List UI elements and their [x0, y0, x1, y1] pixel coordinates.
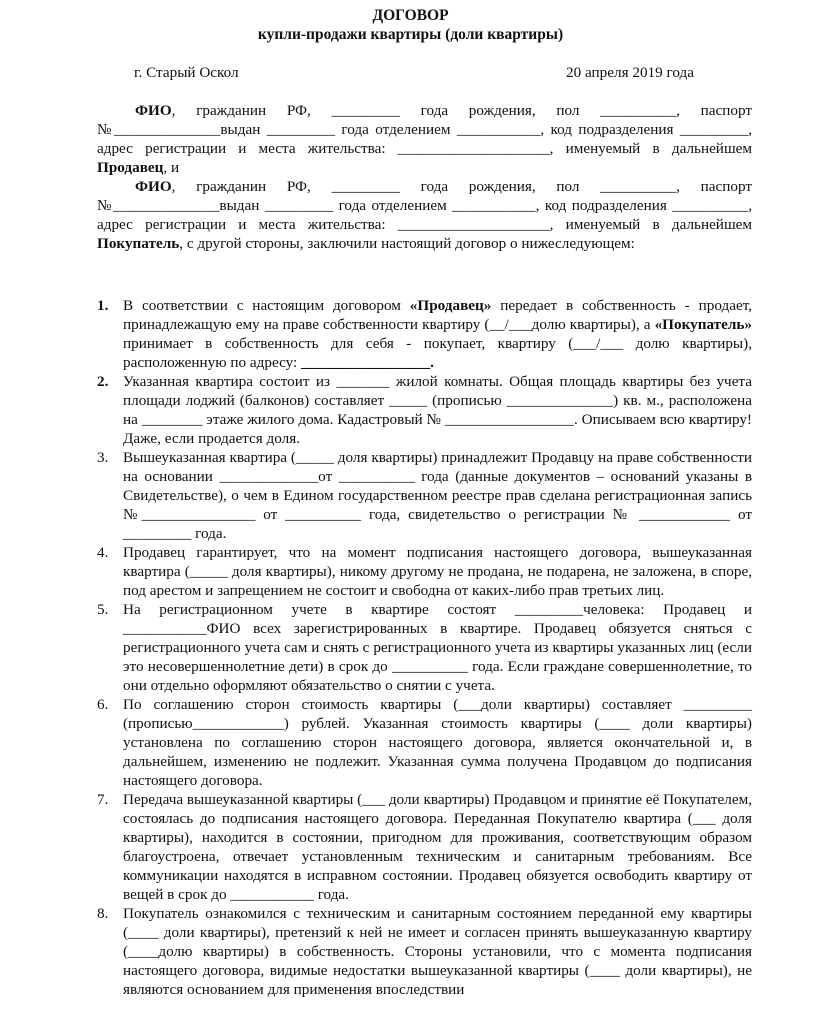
clause-number: 4.	[97, 544, 109, 561]
seller-text-end: , и	[163, 159, 180, 176]
clause-number: 5.	[97, 601, 109, 618]
seller-role: Продавец	[97, 159, 164, 176]
clause-item	[97, 600, 752, 695]
clause-text: передает в собственность - продает, принадлежащую ему на праве собственности квартиру (__/___долю квартиры), а	[123, 297, 752, 333]
document-title: ДОГОВОР	[372, 7, 449, 24]
seller-text: , гражданин РФ, _________ года рождения, пол __________, паспорт №______________выдан _________ года отделением ___________, код подразделения _________, адрес регистрации и места жительства: ____________________, именуемый в дальнейшем	[97, 102, 752, 157]
clause-text: Продавец гарантирует, что на момент подписания настоящего договора, вышеуказанная квартира (_____ доля квартиры), никому другому не продана, не подарена, не заложена, в споре, под арестом и запрещением не состоит и свободна от каких-либо прав третьих лиц.	[123, 544, 752, 599]
clause-number: 6.	[97, 696, 109, 713]
clause-number: 8.	[97, 905, 109, 922]
clause-text: принимает в собственность для себя - покупает, квартиру (___/___ долю квартиры), расположенную по адресу:	[123, 335, 752, 371]
clause-buyer-term: «Покупатель»	[654, 316, 752, 333]
buyer-text: , гражданин РФ, _________ года рождения, пол __________, паспорт №______________выдан _________ года отделением ___________, код подразделения __________, адрес регистрации и места жительства: ____________________, именуемый в дальнейшем	[97, 178, 752, 233]
clause-number: 3.	[97, 449, 109, 466]
clause-text: На регистрационном учете в квартире состоят _________человека: Продавец и ___________ФИО всех зарегистрированных в квартире. Продавец обязуется сняться с регистрационного учета сам и снять с регистрационного учета из квартиры указанных лиц (если это несовершеннолетние дети) в срок до __________ года. Если граждане совершеннолетние, то они отдельно оформляют обязательство о снятии с учета.	[123, 601, 752, 694]
clause-text: Указанная квартира состоит из _______ жилой комнаты. Общая площадь квартиры без учета площади лоджий (балконов) составляет _____ (прописью ______________) кв. м., расположена на ________ этаже жилого дома. Кадастровый № _________________. Описываем всю квартиру! Даже, если продается доля.	[123, 373, 752, 447]
clause-item	[97, 448, 752, 543]
clause-item	[97, 296, 752, 372]
clause-item	[97, 695, 752, 790]
buyer-paragraph	[97, 177, 752, 253]
clause-item	[97, 904, 752, 999]
clause-address-blank: _________________.	[301, 354, 434, 371]
seller-fio: ФИО	[135, 102, 172, 119]
contract-city: г. Старый Оскол	[134, 64, 239, 81]
document-subtitle: купли-продажи квартиры (доли квартиры)	[257, 26, 564, 43]
clauses-list	[97, 296, 752, 999]
seller-paragraph	[97, 101, 752, 177]
clause-text: По соглашению сторон стоимость квартиры (___доли квартиры) составляет _________ (прописью____________) рублей. Указанная стоимость квартиры (____ доли квартиры) установлена по соглашению сторон настоящего договора, является окончательной и, в дальнейшем, изменению не подлежит. Указанная сумма получена Продавцом до подписания настоящего договора.	[123, 696, 752, 789]
buyer-text-end: , с другой стороны, заключили настоящий договор о нижеследующем:	[179, 235, 635, 252]
buyer-role: Покупатель	[97, 235, 180, 252]
buyer-fio: ФИО	[135, 178, 172, 195]
clause-text: Покупатель ознакомился с техническим и санитарным состоянием переданной ему квартиры (____ доли квартиры), претензий к ней не имеет и согласен принять вышеуказанную квартиру (____долю квартиры) в собственность. Стороны установили, что с момента подписания настоящего договора, видимые недостатки вышеуказанной квартиры (____ доли квартиры), не являются основанием для применения впоследствии	[123, 905, 752, 998]
clause-text: Вышеуказанная квартира (_____ доля квартиры) принадлежит Продавцу на праве собственности на основании _____________от __________ года (данные документов – оснований указаны в Свидетельстве), о чем в Едином государственном реестре прав сделана регистрационная запись №_______________ от __________ года, свидетельство о регистрации № ____________ от _________ года.	[123, 449, 752, 542]
clause-number: 1.	[97, 297, 109, 314]
clause-text: Передача вышеуказанной квартиры (___ доли квартиры) Продавцом и принятие её Покупателем, состоялась до подписания настоящего договора. Переданная Покупателю квартира (___ доля квартиры), находится в состоянии, пригодном для проживания, соответствующим образом благоустроена, отвечает установленным техническим и санитарным требованиям. Все коммуникации находятся в исправном состоянии. Продавец обязуется освободить квартиру от вещей в срок до ___________ года.	[123, 791, 752, 903]
clause-seller-term: «Продавец»	[409, 297, 492, 314]
clause-item	[97, 543, 752, 600]
clause-number: 2.	[97, 373, 109, 390]
clause-text: В соответствии с настоящим договором	[123, 297, 410, 314]
parties-section	[97, 101, 752, 253]
clause-item	[97, 790, 752, 904]
clause-number: 7.	[97, 791, 109, 808]
clause-item	[97, 372, 752, 448]
contract-date: 20 апреля 2019 года	[566, 64, 694, 81]
